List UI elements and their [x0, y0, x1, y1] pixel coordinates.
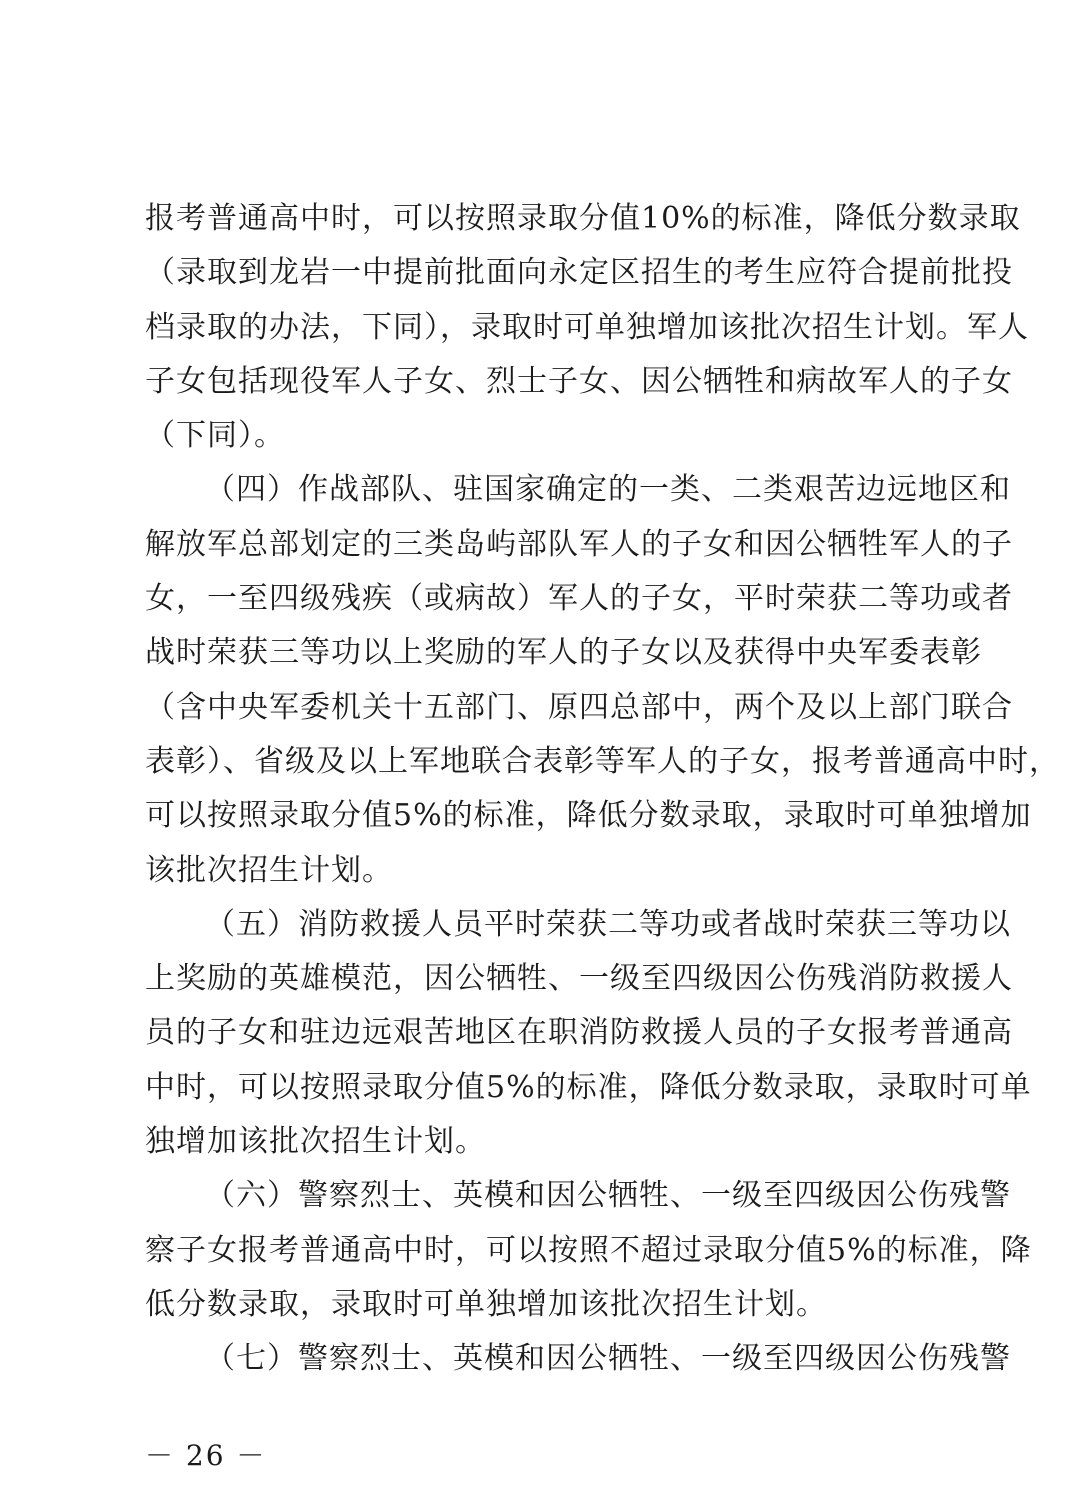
text-line: 解放军总部划定的三类岛屿部队军人的子女和因公牺牲军人的子	[145, 526, 1013, 562]
text-line: 可以按照录取分值5%的标准，降低分数录取，录取时可单独增加	[145, 798, 1032, 834]
text-line: （七）警察烈士、英模和因公牺牲、一级至四级因公伤残警	[205, 1341, 1011, 1377]
text-line: （四）作战部队、驻国家确定的一类、二类艰苦边远地区和	[205, 472, 1011, 508]
text-line: 中时，可以按照录取分值5%的标准，降低分数录取，录取时可单	[145, 1069, 1032, 1105]
text-line: 战时荣获三等功以上奖励的军人的子女以及获得中央军委表彰	[145, 635, 982, 671]
text-line: （录取到龙岩一中提前批面向永定区招生的考生应符合提前批投	[145, 255, 1013, 291]
document-body	[145, 192, 1060, 1387]
text-line: 档录取的办法，下同），录取时可单独增加该批次招生计划。军人	[145, 309, 1029, 345]
text-line: 报考普通高中时，可以按照录取分值10%的标准，降低分数录取	[145, 201, 1021, 236]
text-line: （下同）。	[145, 418, 285, 454]
text-line: 上奖励的英雄模范，因公牺牲、一级至四级因公伤残消防救援人	[145, 961, 1013, 997]
text-line: 低分数录取，录取时可单独增加该批次招生计划。	[145, 1286, 827, 1322]
text-line: （六）警察烈士、英模和因公牺牲、一级至四级因公伤残警	[205, 1178, 1011, 1214]
text-line: （含中央军委机关十五部门、原四总部中，两个及以上部门联合	[145, 689, 1013, 725]
text-line: 女，一至四级残疾（或病故）军人的子女，平时荣获二等功或者	[145, 581, 1013, 617]
text-line: 察子女报考普通高中时，可以按照不超过录取分值5%的标准，降	[145, 1232, 1032, 1268]
page-number: － 26 －	[145, 1439, 267, 1472]
text-line: 独增加该批次招生计划。	[145, 1124, 486, 1160]
text-line: （五）消防救援人员平时荣获二等功或者战时荣获三等功以	[205, 906, 1011, 942]
text-line: 员的子女和驻边远艰苦地区在职消防救援人员的子女报考普通高	[145, 1015, 1013, 1051]
text-line: 表彰）、省级及以上军地联合表彰等军人的子女，报考普通高中时，	[145, 743, 1060, 779]
text-line: 子女包括现役军人子女、烈士子女、因公牺牲和病故军人的子女	[145, 363, 1013, 399]
text-line: 该批次招生计划。	[145, 852, 393, 888]
